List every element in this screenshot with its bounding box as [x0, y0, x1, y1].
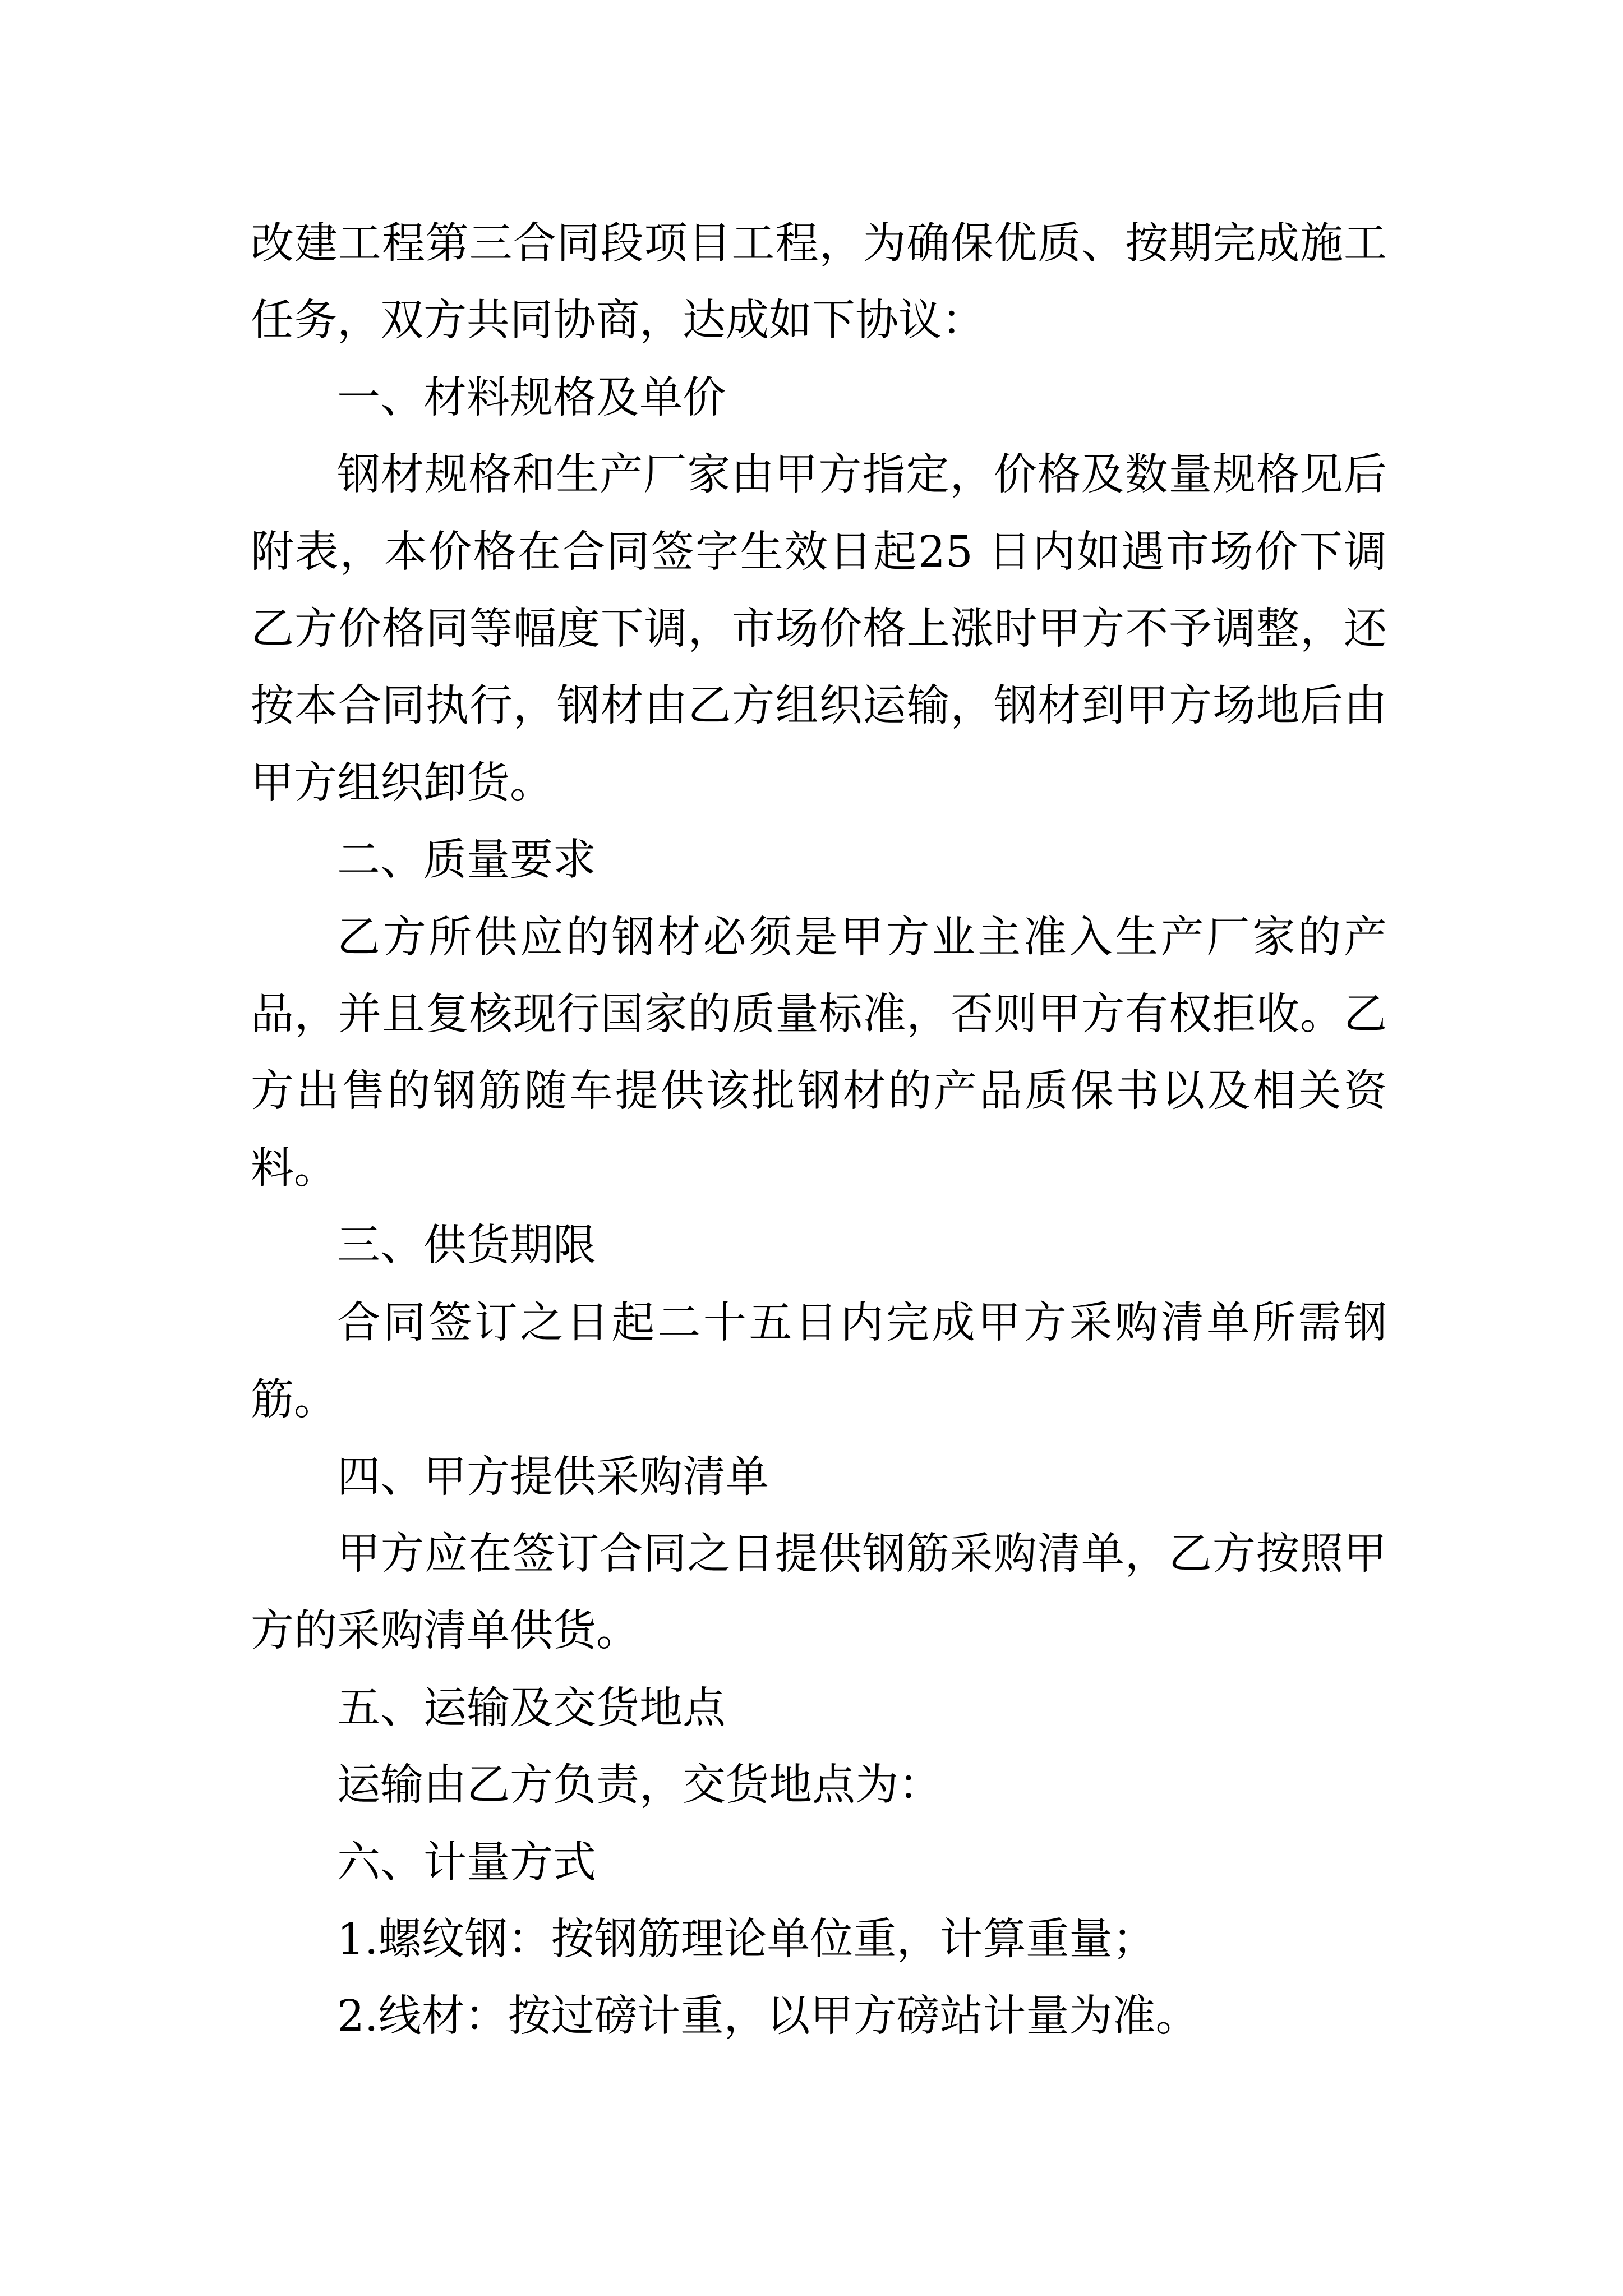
list-item [251, 1978, 1387, 2055]
paragraph-line: 品，并且复核现行国家的质量标准，否则甲方有权拒收。乙 [251, 990, 1387, 1040]
contract-text [251, 205, 1387, 2055]
paragraph-line: 钢材规格和生产厂家由甲方指定，价格及数量规格见后 [337, 450, 1387, 500]
paragraph-line: 附表，本价格在合同签字生效日起25 日内如遇市场价下调 [251, 527, 1387, 577]
paragraph-line: 乙方价格同等幅度下调，市场价格上涨时甲方不予调整，还 [251, 604, 1387, 655]
section-paragraph [251, 1747, 1387, 1824]
paragraph-line: 合同签订之日起二十五日内完成甲方采购清单所需钢 [337, 1297, 1387, 1348]
paragraph-line: 料。 [251, 1143, 337, 1194]
paragraph-line: 运输由乙方负责，交货地点为： [337, 1760, 942, 1811]
paragraph-line: 1.螺纹钢：按钢筋理论单位重，计算重量； [337, 1914, 1156, 1964]
section-measurement-method [251, 1824, 1387, 2055]
section-heading: 六、计量方式 [337, 1837, 596, 1888]
section-transport-delivery [251, 1670, 1387, 1824]
section-materials-unit-price [251, 360, 1387, 822]
section-paragraph [251, 899, 1387, 1208]
paragraph-line: 任务，双方共同协商，达成如下协议： [251, 296, 985, 346]
paragraph-line: 筋。 [251, 1375, 337, 1425]
intro-paragraph [251, 205, 1387, 360]
section-purchase-list [251, 1439, 1387, 1670]
paragraph-line: 按本合同执行，钢材由乙方组织运输，钢材到甲方场地后由 [251, 681, 1387, 731]
section-paragraph [251, 1285, 1387, 1439]
paragraph-line: 方的采购清单供货。 [251, 1606, 639, 1657]
paragraph-line: 方出售的钢筋随车提供该批钢材的产品质保书以及相关资 [251, 1066, 1387, 1117]
section-heading: 五、运输及交货地点 [337, 1683, 726, 1733]
section-heading: 四、甲方提供采购清单 [337, 1452, 769, 1502]
section-paragraph [251, 436, 1387, 822]
paragraph-line: 2.线材：按过磅计重，以甲方磅站计量为准。 [337, 1991, 1199, 2042]
section-supply-period [251, 1207, 1387, 1438]
paragraph-line: 甲方应在签订合同之日提供钢筋采购清单，乙方按照甲 [337, 1529, 1387, 1579]
paragraph-line: 改建工程第三合同段项目工程，为确保优质、按期完成施工 [251, 219, 1387, 269]
section-heading: 二、质量要求 [337, 835, 596, 886]
section-heading: 三、供货期限 [337, 1221, 596, 1271]
paragraph-line: 乙方所供应的钢材必须是甲方业主准入生产厂家的产 [337, 912, 1387, 963]
section-heading: 一、材料规格及单价 [337, 372, 726, 423]
paragraph-line: 甲方组织卸货。 [251, 758, 553, 808]
section-paragraph [251, 1516, 1387, 1670]
section-quality-requirements [251, 822, 1387, 1207]
list-item [251, 1901, 1387, 1978]
